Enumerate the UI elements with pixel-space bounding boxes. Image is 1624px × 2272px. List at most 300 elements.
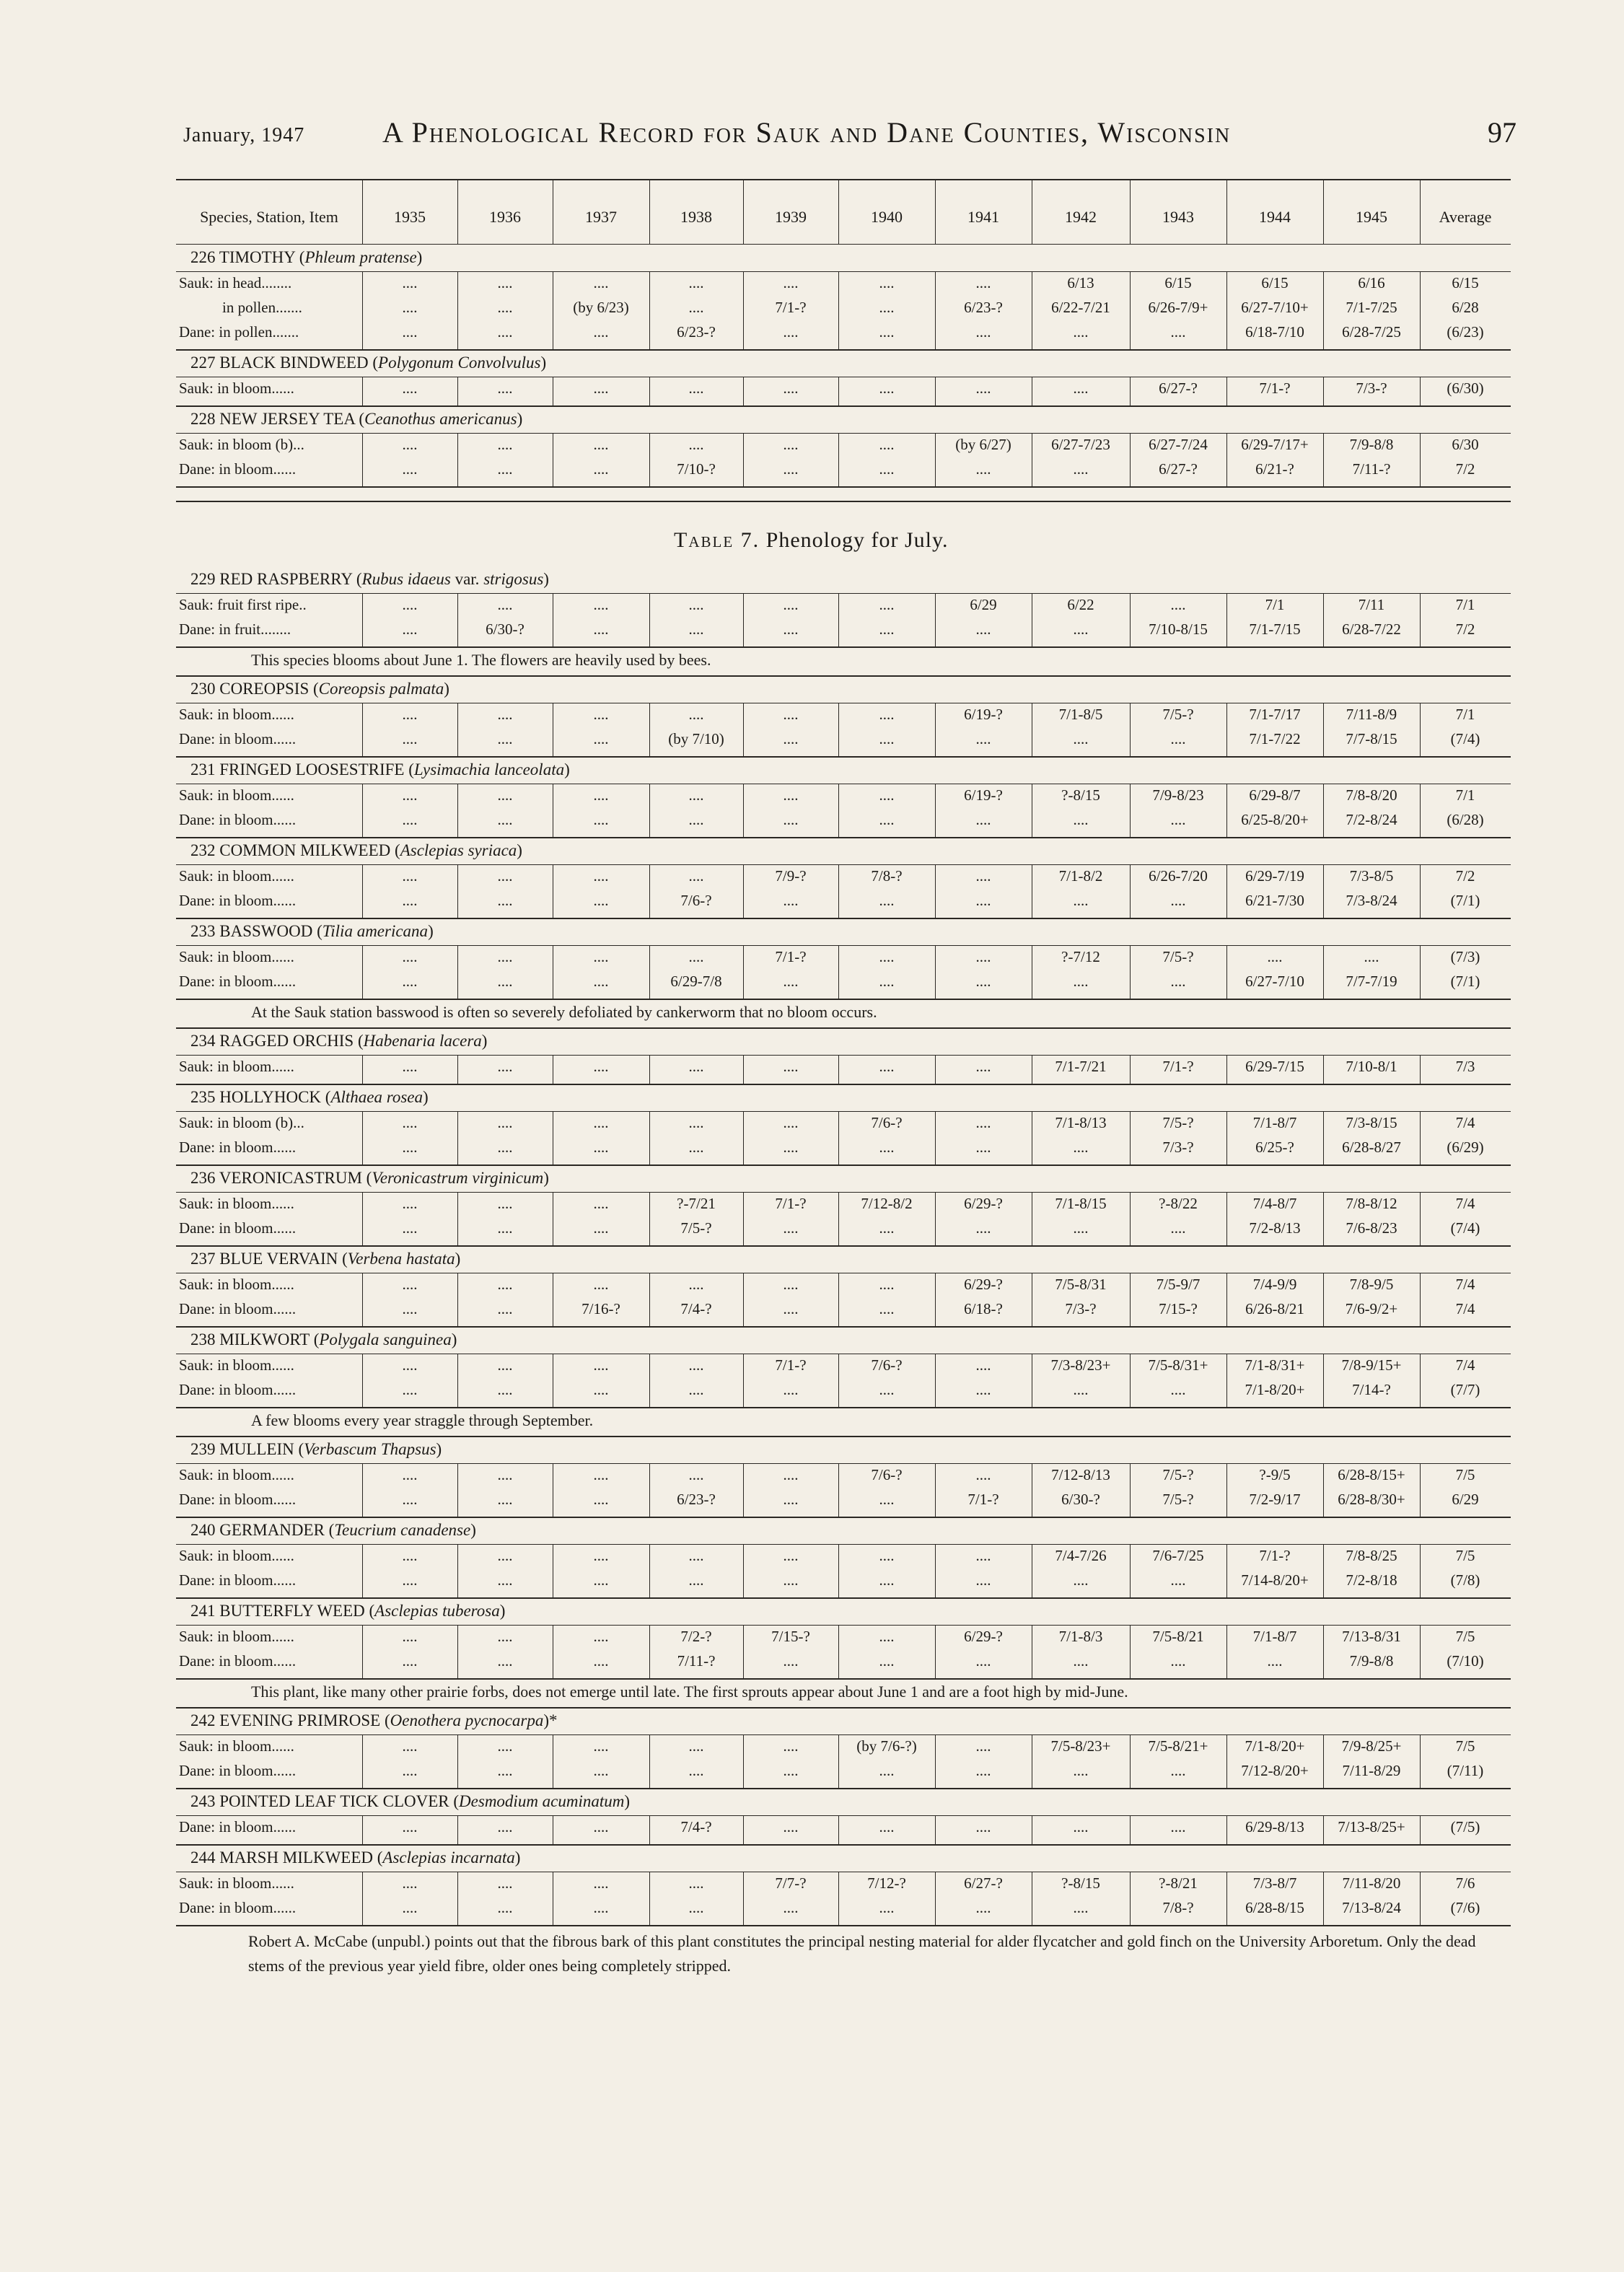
table-cell: .... (1170, 1652, 1186, 1670)
table-cell: 7/1-8/5 (1058, 706, 1103, 723)
row-label: Dane: in bloom...... (179, 1899, 297, 1916)
rule-line (176, 1625, 1511, 1626)
table-cell: .... (975, 380, 991, 397)
table-cell: ?-7/21 (677, 1195, 716, 1212)
column-rule (649, 433, 650, 486)
table-cell: .... (1364, 948, 1379, 965)
column-rule (1130, 1273, 1131, 1326)
column-rule (457, 1273, 458, 1326)
table-cell: 7/4-9/9 (1252, 1276, 1297, 1293)
column-rule (1226, 945, 1227, 999)
column-rule (1420, 945, 1421, 999)
column-rule (743, 1055, 744, 1084)
species-name: FRINGED LOOSESTRIFE (219, 760, 405, 778)
column-rule (649, 1734, 650, 1788)
table-cell: .... (593, 620, 609, 638)
rule-line (176, 1027, 1511, 1029)
table-title (674, 528, 949, 553)
table-cell: (7/1) (1450, 892, 1480, 909)
table-cell: 6/27-? (1159, 460, 1198, 478)
table-cell: 7/6-? (871, 1356, 903, 1374)
table-cell: .... (402, 1381, 418, 1398)
species-latin: Teucrium canadense (334, 1521, 471, 1539)
rule-line (176, 1707, 1511, 1709)
table-cell: .... (1170, 1219, 1186, 1237)
species-heading: 230 COREOPSIS (Coreopsis palmata) (190, 680, 449, 698)
table-cell: .... (975, 730, 991, 747)
table-cell: .... (783, 1491, 799, 1508)
rule-line (176, 1678, 1511, 1680)
table-cell: .... (1267, 1652, 1283, 1670)
species-heading: 234 RAGGED ORCHIS (Habenaria lacera) (190, 1032, 488, 1050)
row-label: Dane: in bloom...... (179, 1652, 297, 1670)
table-cell: .... (688, 1899, 704, 1916)
table-cell: 7/3 (1455, 1058, 1475, 1075)
table-cell: .... (402, 1195, 418, 1212)
column-rule (1323, 1625, 1324, 1678)
species-heading: 237 BLUE VERVAIN (Verbena hastata) (190, 1250, 461, 1268)
column-rule (1420, 1192, 1421, 1245)
table-cell: 6/29-7/17+ (1241, 436, 1309, 453)
table-cell: (7/3) (1450, 948, 1480, 965)
table-cell: .... (593, 973, 609, 990)
table-cell: .... (593, 1762, 609, 1779)
table-cell: 6/26-8/21 (1245, 1300, 1304, 1317)
row-label: Dane: in bloom...... (179, 973, 297, 990)
species-heading: 229 RED RASPBERRY (Rubus idaeus var. strigosus) (190, 570, 549, 588)
column-rule (1226, 1815, 1227, 1844)
table-cell: .... (975, 1571, 991, 1589)
table-cell: 7/5-8/31 (1055, 1276, 1107, 1293)
rule-line (176, 837, 1511, 838)
table-cell: .... (783, 1737, 799, 1755)
species-name: GERMANDER (219, 1521, 325, 1539)
column-rule (935, 377, 936, 405)
table-cell: 7/13-8/24 (1342, 1899, 1401, 1916)
table-cell: .... (402, 811, 418, 828)
column-rule (362, 433, 363, 486)
table-cell: .... (688, 620, 704, 638)
table-cell: 7/4-? (680, 1300, 712, 1317)
table-cell: (by 7/10) (668, 730, 724, 747)
column-rule (649, 784, 650, 837)
table-cell: .... (402, 436, 418, 453)
rule-line (176, 675, 1511, 677)
table-cell: .... (879, 620, 895, 638)
column-rule (457, 703, 458, 756)
table-cell: .... (783, 596, 799, 613)
column-rule (743, 1625, 744, 1678)
table-cell: 6/19-? (964, 786, 1003, 804)
table-cell: .... (1170, 1571, 1186, 1589)
column-header-1936: 1936 (489, 208, 521, 226)
column-rule (457, 433, 458, 486)
table-cell: .... (402, 380, 418, 397)
table-cell: 7/1-? (967, 1491, 999, 1508)
table-cell: 7/5-? (1162, 1466, 1194, 1483)
table-cell: 7/6 (1455, 1874, 1475, 1892)
species-heading: 236 VERONICASTRUM (Veronicastrum virginicum) (190, 1169, 549, 1187)
table-cell: .... (593, 1652, 609, 1670)
column-rule (838, 377, 839, 405)
column-rule (1323, 179, 1324, 244)
column-rule (649, 1273, 650, 1326)
table-cell: (6/29) (1447, 1139, 1484, 1156)
table-cell: .... (497, 1381, 513, 1398)
column-rule (1323, 1734, 1324, 1788)
table-cell: 7/14-? (1352, 1381, 1391, 1398)
row-label: Sauk: in bloom...... (179, 1547, 294, 1564)
table-cell: .... (593, 1219, 609, 1237)
column-rule (457, 1815, 458, 1844)
table-cell: .... (879, 436, 895, 453)
table-cell: .... (879, 730, 895, 747)
table-cell: .... (402, 596, 418, 613)
table-cell: 7/5-? (1162, 706, 1194, 723)
table-cell: .... (1170, 1818, 1186, 1835)
table-caption: Phenology for July. (760, 528, 949, 552)
footnote: Robert A. McCabe (unpubl.) points out that the fibrous bark of this plant constitutes the principal nesting material for alder flycatcher and gold finch on the University Arboretum. Only the dead stems of the previous year yield fibre, older ones being completely stripped. (248, 1932, 1476, 1975)
column-rule (457, 377, 458, 405)
table-cell: .... (975, 1058, 991, 1075)
table-cell: 7/9-8/23 (1152, 786, 1204, 804)
row-label: Dane: in bloom...... (179, 1139, 297, 1156)
table-cell: (6/23) (1447, 323, 1484, 341)
table-cell: .... (688, 811, 704, 828)
table-cell: .... (593, 706, 609, 723)
table-cell: 7/6-? (871, 1466, 903, 1483)
species-latin: Lysimachia lanceolata (413, 760, 565, 778)
table-cell: .... (688, 299, 704, 316)
rule-line (176, 1326, 1511, 1328)
column-rule (935, 703, 936, 756)
column-rule (1323, 1815, 1324, 1844)
species-name: COMMON MILKWEED (219, 841, 391, 859)
column-rule (1226, 1872, 1227, 1925)
column-rule (362, 864, 363, 918)
table-cell: .... (879, 1571, 895, 1589)
column-rule (1226, 784, 1227, 837)
table-cell: .... (688, 786, 704, 804)
column-rule (1130, 1111, 1131, 1164)
column-rule (743, 179, 744, 244)
table-cell: .... (879, 1219, 895, 1237)
column-rule (1420, 1734, 1421, 1788)
table-cell: .... (497, 1547, 513, 1564)
table-cell: (6/28) (1447, 811, 1484, 828)
table-cell: .... (497, 1652, 513, 1670)
running-title: A Phenological Record for Sauk and Dane Counties, Wisconsin (382, 116, 1232, 149)
table-cell: .... (879, 948, 895, 965)
table-cell: 6/26-7/9+ (1148, 299, 1208, 316)
table-cell: 6/18-? (964, 1300, 1003, 1317)
table-cell: 7/2-8/18 (1346, 1571, 1397, 1589)
column-rule (1226, 1544, 1227, 1597)
column-rule (362, 1354, 363, 1407)
running-date: January, 1947 (183, 124, 305, 146)
table-cell: 7/8-9/5 (1349, 1276, 1394, 1293)
rule-line (176, 1055, 1511, 1056)
table-cell: 7/5 (1455, 1466, 1475, 1483)
column-rule (362, 945, 363, 999)
table-cell: 7/8-? (871, 867, 903, 885)
row-label: Sauk: in bloom...... (179, 1628, 294, 1645)
column-rule (743, 377, 744, 405)
species-heading: 228 NEW JERSEY TEA (Ceanothus americanus) (190, 410, 523, 428)
table-cell: .... (497, 1139, 513, 1156)
table-cell: .... (975, 973, 991, 990)
table-cell: .... (1073, 1762, 1089, 1779)
column-rule (935, 945, 936, 999)
column-rule (649, 945, 650, 999)
table-cell: .... (402, 1547, 418, 1564)
table-cell: 7/10-? (677, 460, 716, 478)
column-rule (1420, 1463, 1421, 1517)
table-cell: 7/1-8/2 (1058, 867, 1103, 885)
table-cell: 7/5-? (1162, 1491, 1194, 1508)
row-label: Sauk: in bloom (b)... (179, 436, 304, 453)
species-number: 229 (190, 570, 216, 588)
column-rule (838, 703, 839, 756)
table-cell: .... (1073, 1381, 1089, 1398)
table-cell: .... (593, 1547, 609, 1564)
table-cell: .... (879, 1818, 895, 1835)
table-cell: 6/28-7/25 (1342, 323, 1401, 341)
table-cell: 6/27-? (964, 1874, 1003, 1892)
table-cell: .... (593, 1737, 609, 1755)
rule-line (176, 1734, 1511, 1735)
table-cell: .... (879, 1276, 895, 1293)
table-cell: 7/3-? (1356, 380, 1387, 397)
column-header-average: Average (1439, 208, 1492, 226)
column-rule (362, 1111, 363, 1164)
table-cell: 7/5 (1455, 1737, 1475, 1755)
species-name: BUTTERFLY WEED (219, 1602, 365, 1620)
row-label: Sauk: in head........ (179, 274, 292, 291)
table-cell: ?-8/21 (1159, 1874, 1198, 1892)
table-cell: .... (879, 1491, 895, 1508)
column-rule (935, 1192, 936, 1245)
table-cell: .... (879, 380, 895, 397)
row-label: Sauk: in bloom...... (179, 1276, 294, 1293)
table-cell: .... (1073, 620, 1089, 638)
species-name: BLACK BINDWEED (219, 354, 369, 372)
table-cell: .... (783, 811, 799, 828)
table-cell: .... (879, 973, 895, 990)
species-number: 236 (190, 1169, 216, 1187)
rule-line (176, 1407, 1511, 1408)
table-cell: .... (593, 380, 609, 397)
column-rule (1323, 864, 1324, 918)
species-number: 234 (190, 1032, 216, 1050)
column-rule (649, 1463, 650, 1517)
table-cell: 7/7-8/15 (1346, 730, 1397, 747)
table-cell: 7/11 (1358, 596, 1385, 613)
table-cell: 6/18-7/10 (1245, 323, 1304, 341)
table-cell: .... (783, 323, 799, 341)
table-cell: (by 7/6-?) (856, 1737, 917, 1755)
row-label: in pollen....... (222, 299, 302, 316)
species-heading: 242 EVENING PRIMROSE (Oenothera pycnocarpa)* (190, 1711, 558, 1729)
species-number: 237 (190, 1250, 216, 1268)
table-cell: .... (593, 274, 609, 291)
column-rule (743, 1192, 744, 1245)
column-header-1938: 1938 (680, 208, 712, 226)
column-rule (1226, 1111, 1227, 1164)
table-cell: 7/9-8/25+ (1341, 1737, 1402, 1755)
table-cell: (7/10) (1447, 1652, 1484, 1670)
rule-line (176, 486, 1511, 488)
table-cell: 7/6-7/25 (1152, 1547, 1204, 1564)
table-cell: .... (879, 706, 895, 723)
table-cell: .... (688, 1762, 704, 1779)
table-cell: 7/2-8/24 (1346, 811, 1397, 828)
column-header-1935: 1935 (394, 208, 426, 226)
table-cell: .... (783, 380, 799, 397)
row-label: Dane: in bloom...... (179, 1491, 297, 1508)
table-cell: .... (1170, 596, 1186, 613)
table-cell: .... (783, 1219, 799, 1237)
table-cell: .... (402, 460, 418, 478)
rule-line (176, 1788, 1511, 1789)
row-label: Sauk: in bloom...... (179, 786, 294, 804)
table-cell: .... (1073, 1818, 1089, 1835)
row-label: Sauk: in bloom...... (179, 1058, 294, 1075)
table-cell: .... (593, 1571, 609, 1589)
table-cell: .... (1170, 323, 1186, 341)
table-cell: .... (593, 1356, 609, 1374)
table-cell: .... (497, 1571, 513, 1589)
species-heading: 233 BASSWOOD (Tilia americana) (190, 922, 434, 940)
column-rule (1420, 593, 1421, 646)
table-cell: .... (688, 1874, 704, 1892)
column-header-1937: 1937 (585, 208, 617, 226)
species-number: 243 (190, 1792, 216, 1810)
table-label: Table 7. (674, 528, 760, 552)
table-cell: .... (688, 274, 704, 291)
column-rule (935, 1872, 936, 1925)
column-rule (457, 864, 458, 918)
table-cell: (7/4) (1450, 1219, 1480, 1237)
table-cell: .... (975, 1219, 991, 1237)
table-cell: .... (402, 1491, 418, 1508)
table-cell: .... (402, 786, 418, 804)
table-cell: 7/11-8/9 (1346, 706, 1397, 723)
table-cell: .... (879, 1058, 895, 1075)
table-cell: (7/7) (1450, 1381, 1480, 1398)
table-cell: .... (497, 811, 513, 828)
species-heading: 231 FRINGED LOOSESTRIFE (Lysimachia lanceolata) (190, 760, 570, 778)
column-rule (1226, 433, 1227, 486)
species-number: 240 (190, 1521, 216, 1539)
species-number: 242 (190, 1711, 216, 1729)
column-rule (935, 1734, 936, 1788)
table-cell: .... (879, 811, 895, 828)
table-note: At the Sauk station basswood is often so severely defoliated by cankerworm that no bloom occurs. (251, 1003, 877, 1021)
column-rule (1323, 271, 1324, 349)
table-cell: 6/29-? (964, 1195, 1003, 1212)
column-rule (838, 1872, 839, 1925)
table-cell: 7/9-8/8 (1349, 1652, 1394, 1670)
table-cell: .... (688, 1381, 704, 1398)
table-cell: 7/3-8/15 (1346, 1114, 1397, 1131)
rule-line (176, 1084, 1511, 1085)
species-latin: Polygala sanguinea (319, 1330, 452, 1348)
table-cell: .... (879, 274, 895, 291)
rule-line (176, 1463, 1511, 1464)
column-rule (362, 1055, 363, 1084)
column-rule (457, 784, 458, 837)
table-cell: 7/1-8/20+ (1245, 1737, 1305, 1755)
table-cell: .... (783, 786, 799, 804)
column-rule (1420, 1273, 1421, 1326)
table-cell: 7/1 (1455, 596, 1475, 613)
table-cell: 7/1 (1455, 706, 1475, 723)
table-cell: 7/1-7/21 (1055, 1058, 1107, 1075)
column-rule (1130, 945, 1131, 999)
column-rule (1130, 1815, 1131, 1844)
table-cell: .... (497, 436, 513, 453)
table-cell: .... (402, 1466, 418, 1483)
column-rule (1130, 1625, 1131, 1678)
column-rule (838, 1354, 839, 1407)
species-number: 238 (190, 1330, 216, 1348)
column-rule (1226, 703, 1227, 756)
column-rule (743, 593, 744, 646)
column-rule (838, 1815, 839, 1844)
table-cell: 7/1-7/22 (1249, 730, 1301, 747)
table-cell: .... (402, 948, 418, 965)
table-cell: .... (879, 1381, 895, 1398)
column-rule (1323, 377, 1324, 405)
table-cell: 7/5-9/7 (1156, 1276, 1201, 1293)
column-rule (935, 1625, 936, 1678)
table-cell: 6/29 (970, 596, 997, 613)
table-cell: .... (1073, 1219, 1089, 1237)
table-cell: .... (593, 786, 609, 804)
rule-line (176, 244, 1511, 245)
table-cell: .... (593, 436, 609, 453)
column-rule (362, 1734, 363, 1788)
table-cell: .... (497, 1219, 513, 1237)
table-cell: .... (402, 1139, 418, 1156)
column-rule (1130, 433, 1131, 486)
table-cell: .... (879, 1300, 895, 1317)
table-cell: .... (497, 1058, 513, 1075)
table-cell: 7/15-? (771, 1628, 810, 1645)
table-cell: 7/3-? (1065, 1300, 1097, 1317)
table-cell: 7/10-8/15 (1149, 620, 1208, 638)
species-number: 241 (190, 1602, 216, 1620)
column-rule (743, 1544, 744, 1597)
column-rule (1323, 1544, 1324, 1597)
column-rule (649, 1111, 650, 1164)
table-cell: .... (975, 811, 991, 828)
column-rule (1323, 1055, 1324, 1084)
rule-line (176, 918, 1511, 919)
species-number: 231 (190, 760, 216, 778)
table-cell: .... (783, 892, 799, 909)
column-rule (457, 1354, 458, 1407)
column-rule (743, 1872, 744, 1925)
species-latin: Oenothera pycnocarpa (390, 1711, 544, 1729)
species-latin: Coreopsis palmata (318, 680, 444, 698)
table-cell: .... (688, 596, 704, 613)
table-cell: 6/15 (1164, 274, 1192, 291)
table-cell: 7/3-? (1162, 1139, 1194, 1156)
column-header-1939: 1939 (775, 208, 807, 226)
table-cell: .... (879, 786, 895, 804)
